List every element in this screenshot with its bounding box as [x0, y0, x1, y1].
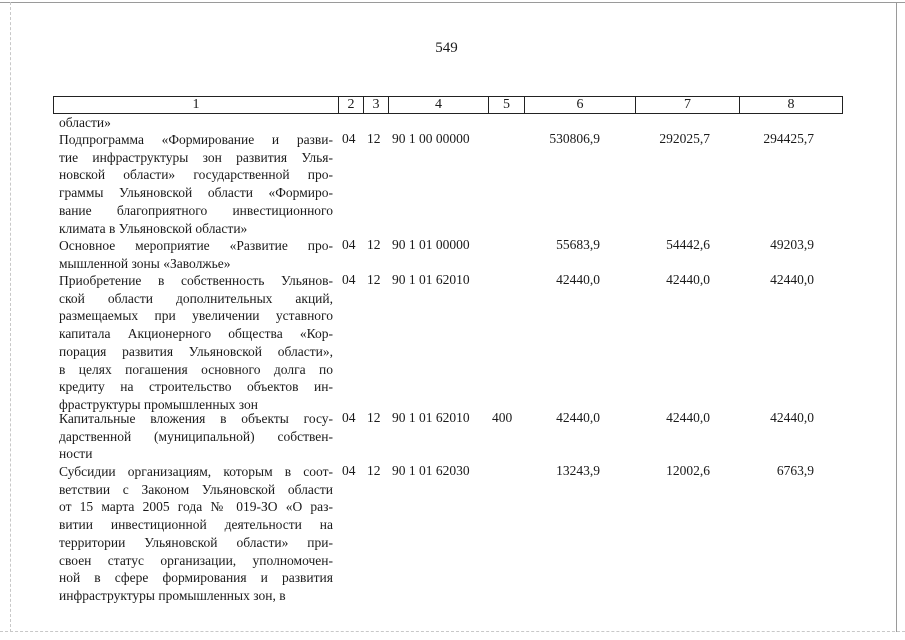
description-line: кредиту на строительство объектов ин- — [59, 379, 333, 395]
target-article-code: 90 1 00 00000 — [392, 131, 470, 146]
header-col-4: 4 — [389, 97, 489, 114]
amount-col-7: 12002,6 — [666, 463, 710, 478]
header-col-7: 7 — [636, 97, 740, 114]
description-line: Капитальные вложения в объекты госу- — [59, 411, 333, 426]
header-col-2: 2 — [339, 97, 364, 114]
section-code: 04 — [342, 272, 356, 287]
description-line: фраструктуры промышленных зон — [59, 396, 258, 412]
description-line: ности — [59, 446, 93, 462]
subsection-code: 12 — [367, 272, 381, 287]
subsection-code: 12 — [367, 237, 381, 252]
target-article-code: 90 1 01 62030 — [392, 463, 470, 478]
row-description — [59, 131, 333, 237]
description-line: ветствии с Законом Ульяновской области — [59, 481, 333, 497]
row-description — [59, 114, 333, 132]
amount-col-7: 42440,0 — [666, 410, 710, 425]
description-line: капитала Акционерного общества «Кор- — [59, 326, 333, 342]
amount-col-8: 42440,0 — [770, 272, 814, 287]
row-description — [59, 237, 333, 272]
amount-col-8: 6763,9 — [776, 463, 814, 478]
section-code: 04 — [342, 463, 356, 478]
row-description — [59, 410, 333, 463]
amount-col-8: 294425,7 — [763, 131, 814, 146]
header-col-6: 6 — [525, 97, 636, 114]
page-number: 549 — [435, 40, 458, 56]
section-code: 04 — [342, 237, 356, 252]
header-col-8: 8 — [740, 97, 843, 114]
description-line: ской области дополнительных акций, — [59, 290, 333, 306]
description-line: витии инвестиционной деятельности на — [59, 517, 333, 533]
description-line: инфраструктуры промышленных зон, в — [59, 587, 286, 603]
target-article-code: 90 1 01 62010 — [392, 272, 470, 287]
scan-frame-bottom — [0, 631, 905, 632]
description-line: дарственной (муниципальной) собствен- — [59, 428, 333, 444]
amount-col-8: 42440,0 — [770, 410, 814, 425]
description-line: Приобретение в собственность Ульянов- — [59, 273, 333, 288]
column-header-table — [53, 96, 843, 114]
description-line: территории Ульяновской области» при- — [59, 534, 333, 550]
scan-frame-right — [896, 2, 897, 632]
amount-col-6: 530806,9 — [549, 131, 600, 146]
description-line: порация развития Ульяновской области», — [59, 343, 333, 359]
description-line: новской области» государственной про- — [59, 167, 333, 183]
description-line: тие инфраструктуры зон развития Улья- — [59, 149, 333, 165]
description-line: мышленной зоны «Заволжье» — [59, 255, 231, 271]
section-code: 04 — [342, 131, 356, 146]
description-line: Основное мероприятие «Развитие про- — [59, 238, 333, 253]
amount-col-8: 49203,9 — [770, 237, 814, 252]
description-line: вание благоприятного инвестиционного — [59, 202, 333, 218]
description-line: ной в сфере формирования и развития — [59, 570, 333, 586]
description-line: климата в Ульяновской области» — [59, 220, 248, 236]
description-line: от 15 марта 2005 года № 019-ЗО «О раз- — [59, 499, 333, 515]
section-code: 04 — [342, 410, 356, 425]
subsection-code: 12 — [367, 410, 381, 425]
expense-type-code: 400 — [492, 410, 513, 425]
amount-col-7: 292025,7 — [659, 131, 710, 146]
description-line: области» — [59, 115, 111, 130]
description-line: Субсидии организациям, которым в соот- — [59, 464, 333, 479]
scan-frame-left — [10, 2, 11, 632]
description-line: Подпрограмма «Формирование и разви- — [59, 132, 333, 147]
target-article-code: 90 1 01 00000 — [392, 237, 470, 252]
amount-col-6: 42440,0 — [556, 272, 600, 287]
amount-col-6: 55683,9 — [556, 237, 600, 252]
amount-col-6: 13243,9 — [556, 463, 600, 478]
row-description — [59, 272, 333, 414]
target-article-code: 90 1 01 62010 — [392, 410, 470, 425]
amount-col-7: 42440,0 — [666, 272, 710, 287]
header-col-1: 1 — [54, 97, 339, 114]
subsection-code: 12 — [367, 463, 381, 478]
row-description — [59, 463, 333, 605]
amount-col-7: 54442,6 — [666, 237, 710, 252]
subsection-code: 12 — [367, 131, 381, 146]
description-line: своен статус организации, уполномочен- — [59, 552, 333, 568]
amount-col-6: 42440,0 — [556, 410, 600, 425]
description-line: размещаемых при увеличении уставного — [59, 308, 333, 324]
header-col-5: 5 — [489, 97, 525, 114]
description-line: граммы Ульяновской области «Формиро- — [59, 185, 333, 201]
description-line: в целях погашения основного долга по — [59, 361, 333, 377]
scan-frame-top — [0, 2, 905, 3]
header-col-3: 3 — [364, 97, 389, 114]
